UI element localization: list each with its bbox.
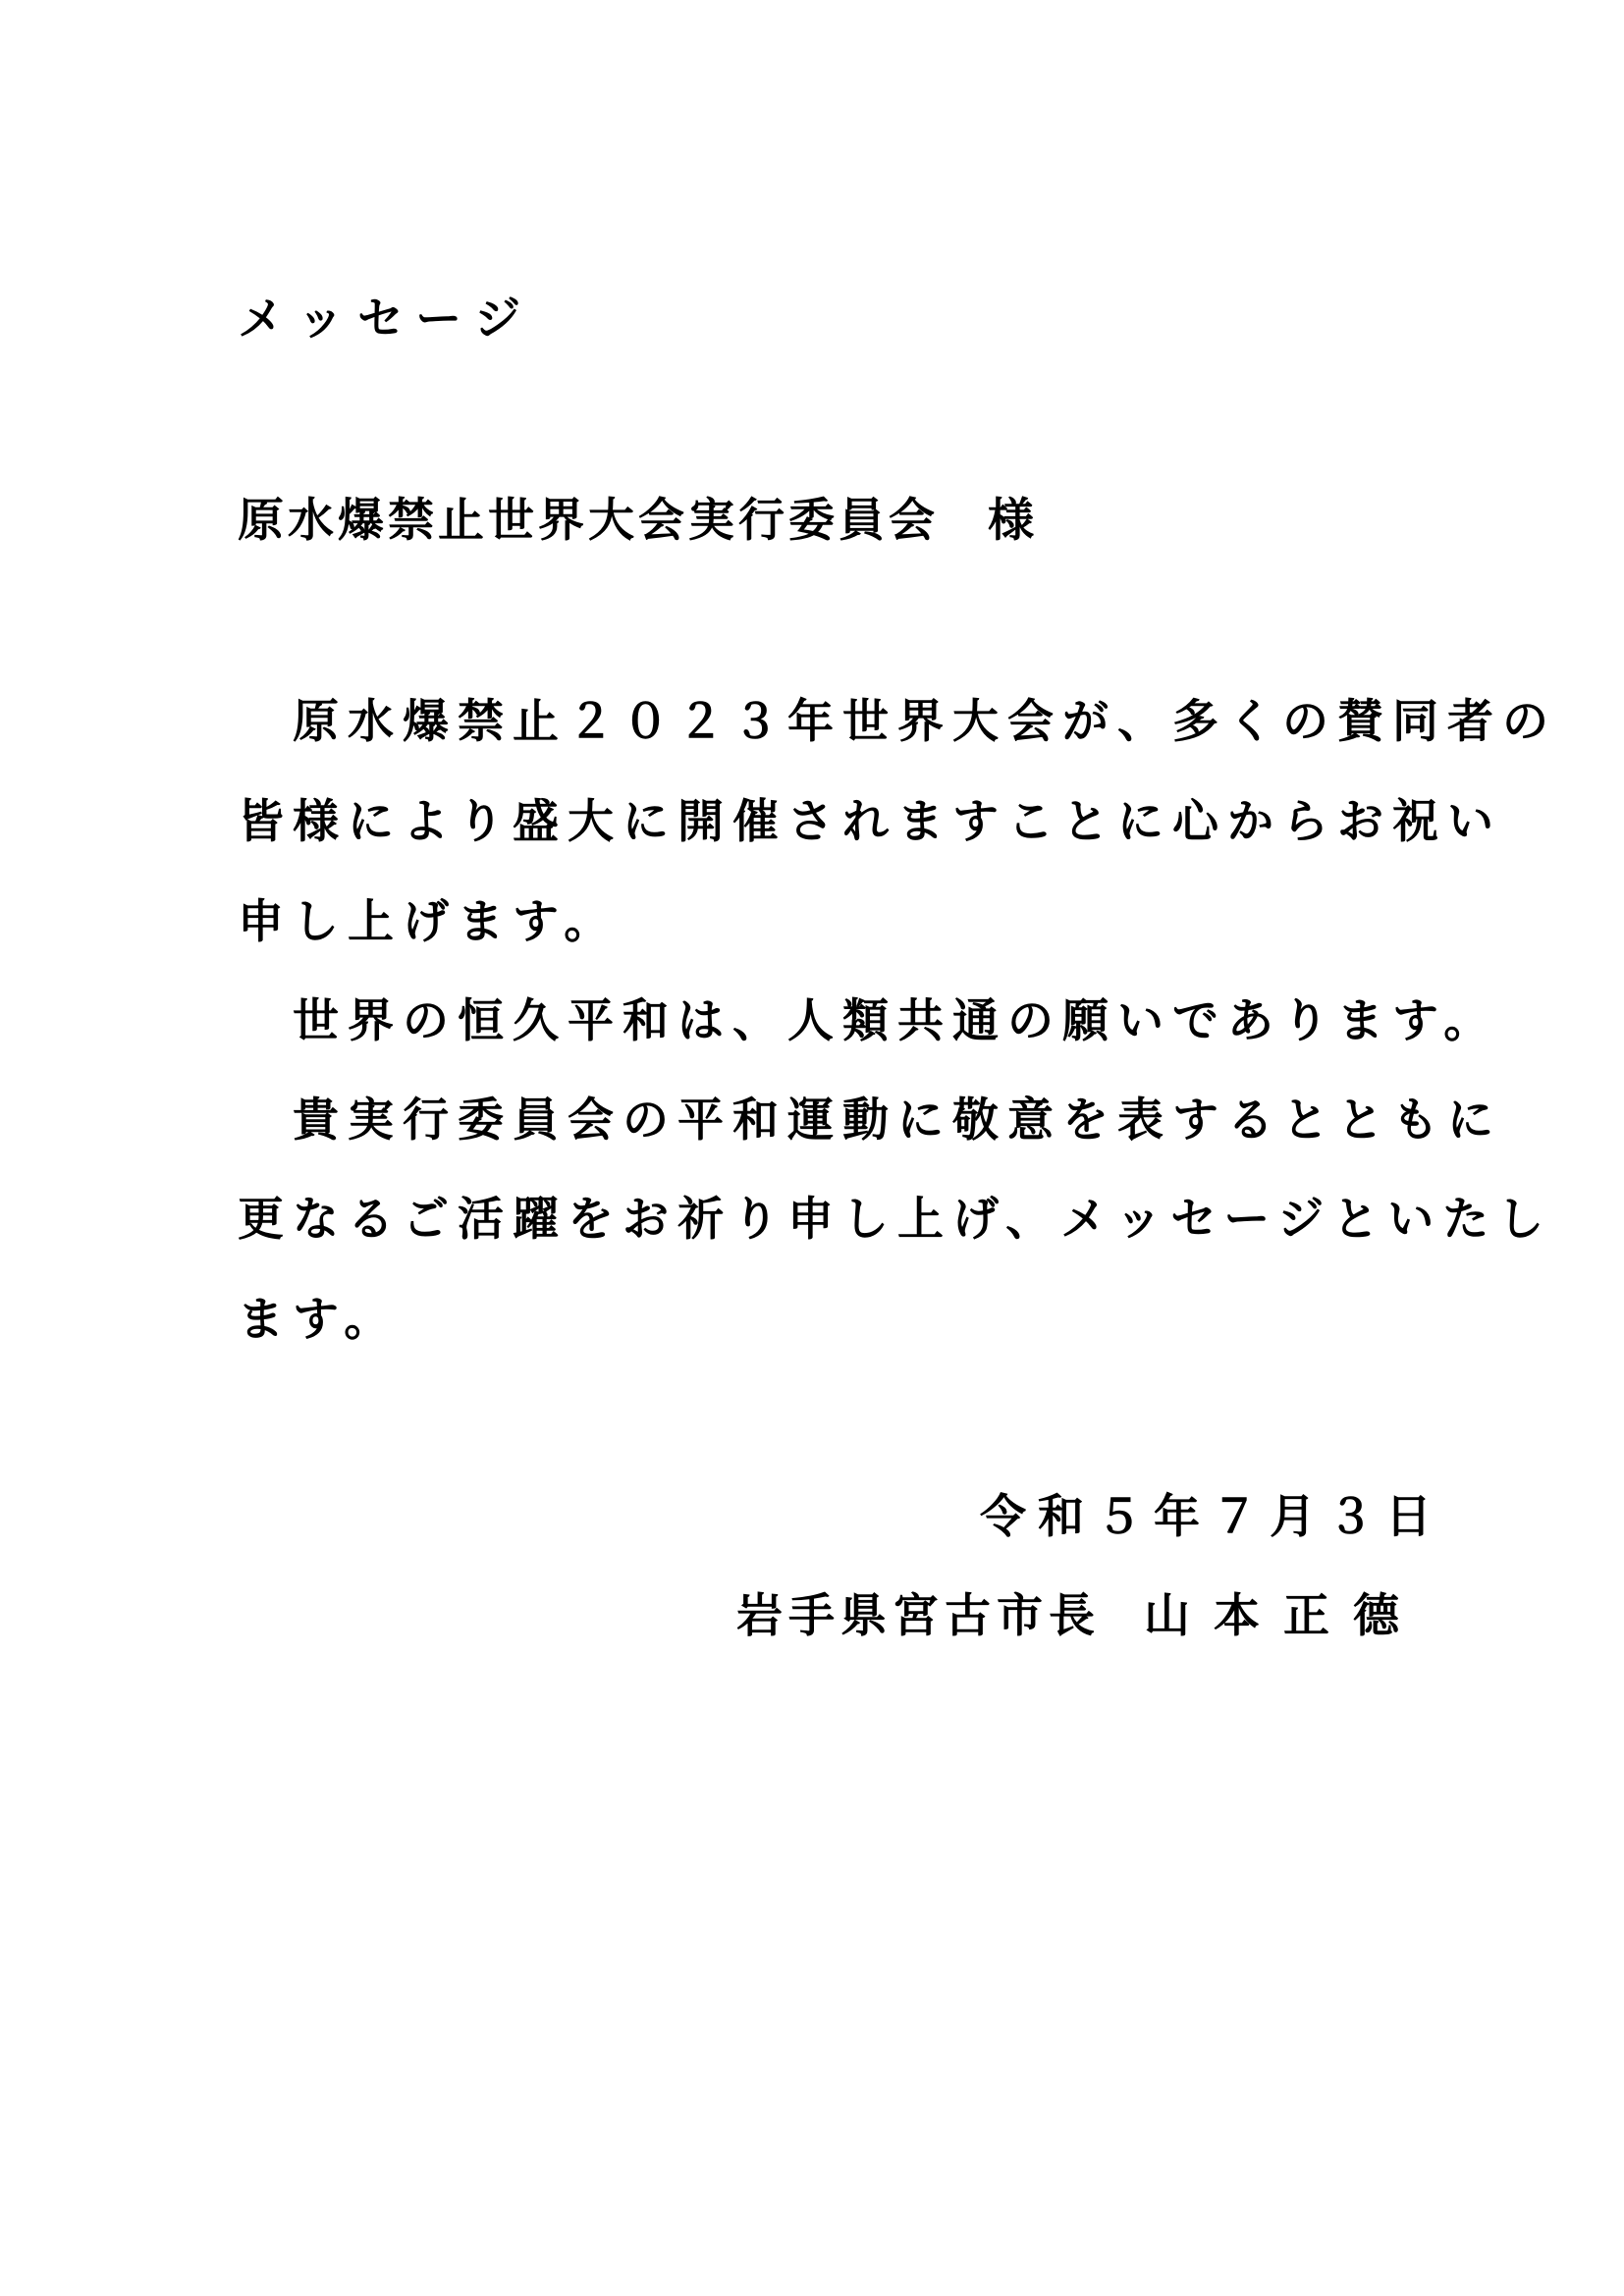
signatory-title: 岩手県宮古市長 bbox=[736, 1589, 1101, 1643]
addressee-organization: 原水爆禁止世界大会実行委員会 bbox=[238, 494, 939, 548]
body-line: 皆様により盛大に開催されますことに心からお祝い bbox=[238, 795, 1502, 849]
body-line: 更なるご活躍をお祈り申し上げ、メッセージといたし bbox=[238, 1193, 1553, 1247]
document-date: 令和５年７月３日 bbox=[980, 1490, 1443, 1544]
body-line: 原水爆禁止２０２３年世界大会が、多くの賛同者の bbox=[238, 695, 1557, 749]
signature-block bbox=[736, 1587, 1423, 1646]
addressee-honorific: 様 bbox=[988, 494, 1038, 548]
body-line: 世界の恒久平和は、人類共通の願いであります。 bbox=[238, 994, 1499, 1048]
signatory-name: 山本正德 bbox=[1144, 1589, 1423, 1643]
body-line: 貴実行委員会の平和運動に敬意を表するとともに bbox=[238, 1094, 1502, 1148]
document-title: メッセージ bbox=[238, 293, 535, 347]
addressee-line bbox=[238, 492, 1038, 551]
body-line: ます。 bbox=[238, 1293, 400, 1347]
body-line: 申し上げます。 bbox=[238, 895, 620, 949]
